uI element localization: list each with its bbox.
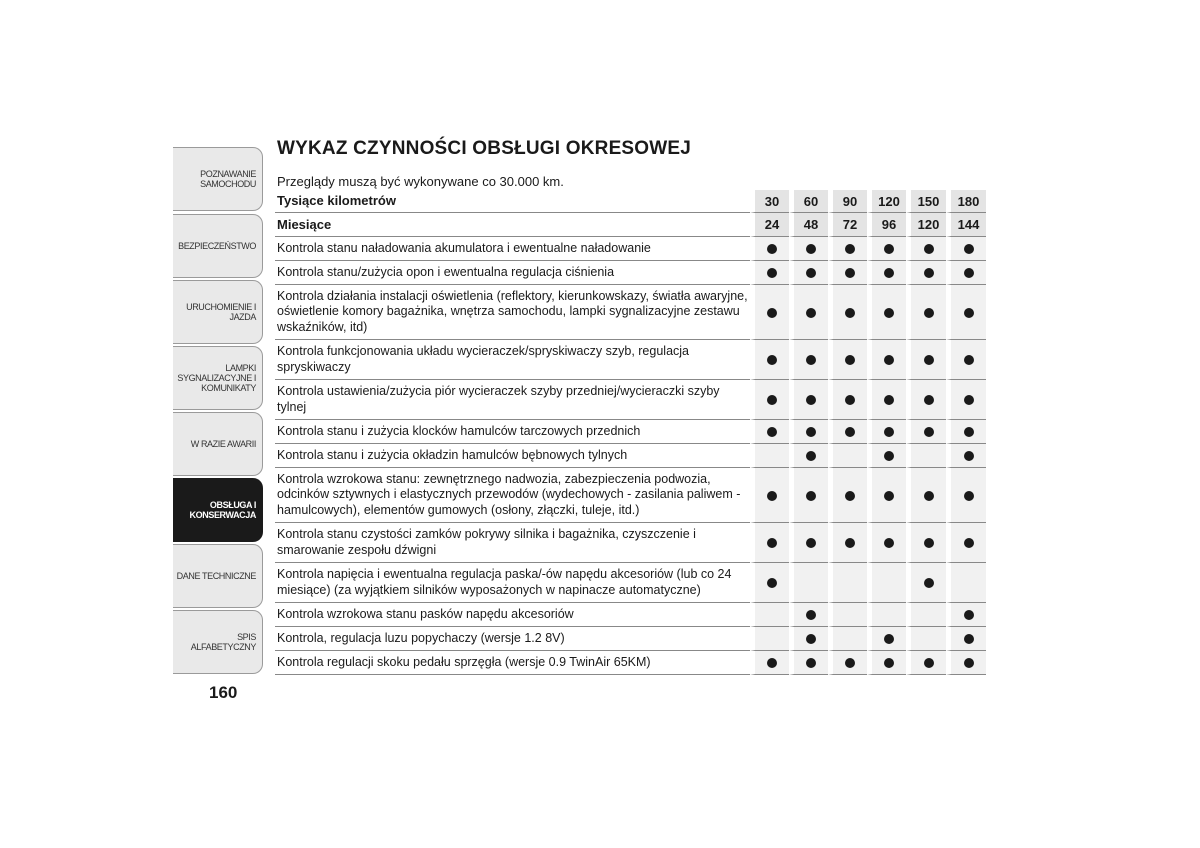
bullet-icon — [806, 658, 816, 668]
interval-cell — [750, 340, 789, 380]
bullet-icon — [964, 538, 974, 548]
bullet-icon — [806, 244, 816, 254]
bullet-icon — [767, 268, 777, 278]
interval-cell — [906, 603, 946, 627]
interval-cell — [789, 261, 828, 285]
bullet-icon — [964, 491, 974, 501]
interval-cell — [828, 444, 867, 468]
bullet-icon — [845, 491, 855, 501]
bullet-icon — [767, 427, 777, 437]
sidebar-tab-label: BEZPIECZEŃSTWO — [178, 241, 256, 251]
interval-cell — [946, 627, 986, 651]
page-subtitle: Przeglądy muszą być wykonywane co 30.000 km. — [277, 174, 564, 189]
interval-cell — [789, 627, 828, 651]
table-row — [275, 563, 986, 603]
interval-cell — [750, 420, 789, 444]
interval-cell — [789, 563, 828, 603]
interval-cell — [828, 627, 867, 651]
interval-cell — [828, 603, 867, 627]
interval-cell — [946, 603, 986, 627]
bullet-icon — [964, 634, 974, 644]
bullet-icon — [964, 395, 974, 405]
interval-cell — [867, 380, 906, 420]
table-row — [275, 523, 986, 563]
table-row — [275, 627, 986, 651]
interval-cell — [946, 237, 986, 261]
task-description: Kontrola, regulacja luzu popychaczy (wersje 1.2 8V) — [275, 627, 750, 651]
interval-cell — [867, 523, 906, 563]
table-row — [275, 444, 986, 468]
bullet-icon — [924, 395, 934, 405]
bullet-icon — [884, 244, 894, 254]
months-header-row — [275, 213, 986, 237]
interval-cell — [789, 603, 828, 627]
km-header-row-value: 150 — [906, 190, 946, 213]
bullet-icon — [884, 427, 894, 437]
bullet-icon — [767, 395, 777, 405]
bullet-icon — [806, 427, 816, 437]
interval-cell — [789, 523, 828, 563]
bullet-icon — [806, 268, 816, 278]
bullet-icon — [767, 658, 777, 668]
interval-cell — [867, 340, 906, 380]
task-description: Kontrola stanu/zużycia opon i ewentualna regulacja ciśnienia — [275, 261, 750, 285]
interval-cell — [828, 380, 867, 420]
bullet-icon — [845, 308, 855, 318]
interval-cell — [789, 285, 828, 340]
interval-cell — [828, 563, 867, 603]
interval-cell — [789, 237, 828, 261]
interval-cell — [906, 627, 946, 651]
km-header-row — [275, 190, 986, 213]
interval-cell — [906, 444, 946, 468]
sidebar-tab-label: W RAZIE AWARII — [190, 439, 256, 449]
bullet-icon — [924, 658, 934, 668]
table-row — [275, 468, 986, 523]
table-row — [275, 420, 986, 444]
months-header-row-label: Miesiące — [275, 213, 750, 237]
interval-cell — [828, 285, 867, 340]
sidebar-tab[interactable] — [173, 280, 263, 344]
table-row — [275, 651, 986, 675]
interval-cell — [828, 237, 867, 261]
bullet-icon — [806, 491, 816, 501]
interval-cell — [828, 340, 867, 380]
km-header-row-value: 180 — [946, 190, 986, 213]
months-header-row-value: 120 — [906, 213, 946, 237]
months-header-row-value: 72 — [828, 213, 867, 237]
interval-cell — [867, 603, 906, 627]
months-header-row-value: 144 — [946, 213, 986, 237]
interval-cell — [750, 285, 789, 340]
bullet-icon — [924, 308, 934, 318]
sidebar-tab-label: LAMPKI SYGNALIZACYJNE I KOMUNIKATY — [177, 363, 256, 393]
task-description: Kontrola stanu i zużycia okładzin hamulców bębnowych tylnych — [275, 444, 750, 468]
task-description: Kontrola regulacji skoku pedału sprzęgła (wersje 0.9 TwinAir 65KM) — [275, 651, 750, 675]
page-number: 160 — [209, 683, 238, 702]
bullet-icon — [884, 268, 894, 278]
interval-cell — [750, 603, 789, 627]
bullet-icon — [845, 244, 855, 254]
interval-cell — [946, 285, 986, 340]
table-row — [275, 261, 986, 285]
interval-cell — [867, 285, 906, 340]
interval-cell — [946, 261, 986, 285]
interval-cell — [750, 380, 789, 420]
interval-cell — [867, 627, 906, 651]
km-header-row-value: 120 — [867, 190, 906, 213]
table-row — [275, 285, 986, 340]
task-description: Kontrola stanu naładowania akumulatora i ewentualne naładowanie — [275, 237, 750, 261]
interval-cell — [750, 627, 789, 651]
bullet-icon — [845, 268, 855, 278]
interval-cell — [828, 468, 867, 523]
sidebar-tab[interactable] — [173, 610, 263, 674]
task-description: Kontrola wzrokowa stanu: zewnętrznego nadwozia, zabezpieczenia podwozia, odcinków sztywnych i elastycznych przewodów (wydechowych - zasilania paliwem - hamulcowych), elementów gumowych (osłony, złączki, tuleje, itd.) — [275, 468, 750, 523]
bullet-icon — [964, 610, 974, 620]
interval-cell — [828, 651, 867, 675]
task-description: Kontrola działania instalacji oświetlenia (reflektory, kierunkowskazy, światła awaryjne, oświetlenie komory bagażnika, wnętrza samochodu, lampki sygnalizacyjne zestawu wskaźników, itd) — [275, 285, 750, 340]
interval-cell — [906, 237, 946, 261]
sidebar-tab-label: OBSŁUGA I KONSERWACJA — [189, 500, 256, 520]
bullet-icon — [924, 491, 934, 501]
bullet-icon — [884, 395, 894, 405]
km-header-row-label: Tysiące kilometrów — [275, 190, 750, 213]
bullet-icon — [767, 355, 777, 365]
bullet-icon — [845, 395, 855, 405]
task-description: Kontrola napięcia i ewentualna regulacja paska/-ów napędu akcesoriów (lub co 24 miesiące) (za wyjątkiem silników wyposażonych w napinacze automatyczne) — [275, 563, 750, 603]
interval-cell — [867, 444, 906, 468]
interval-cell — [828, 523, 867, 563]
sidebar-tab-label: DANE TECHNICZNE — [176, 571, 256, 581]
task-description: Kontrola funkcjonowania układu wycieraczek/spryskiwaczy szyb, regulacja spryskiwaczy — [275, 340, 750, 380]
interval-cell — [906, 523, 946, 563]
bullet-icon — [884, 355, 894, 365]
table-row — [275, 380, 986, 420]
interval-cell — [750, 237, 789, 261]
bullet-icon — [767, 578, 777, 588]
sidebar-tab-label: POZNAWANIE SAMOCHODU — [200, 169, 256, 189]
task-description: Kontrola stanu i zużycia klocków hamulców tarczowych przednich — [275, 420, 750, 444]
interval-cell — [906, 563, 946, 603]
km-header-row-value: 30 — [750, 190, 789, 213]
sidebar-tab[interactable] — [173, 147, 263, 211]
interval-cell — [906, 651, 946, 675]
bullet-icon — [884, 634, 894, 644]
interval-cell — [867, 651, 906, 675]
sidebar-tab-label: SPIS ALFABETYCZNY — [190, 632, 256, 652]
bullet-icon — [964, 244, 974, 254]
months-header-row-value: 24 — [750, 213, 789, 237]
interval-cell — [828, 420, 867, 444]
bullet-icon — [964, 355, 974, 365]
interval-cell — [828, 261, 867, 285]
bullet-icon — [845, 427, 855, 437]
interval-cell — [867, 261, 906, 285]
interval-cell — [867, 468, 906, 523]
bullet-icon — [806, 308, 816, 318]
bullet-icon — [845, 355, 855, 365]
interval-cell — [946, 340, 986, 380]
interval-cell — [946, 380, 986, 420]
bullet-icon — [845, 538, 855, 548]
interval-cell — [867, 563, 906, 603]
bullet-icon — [806, 610, 816, 620]
interval-cell — [750, 444, 789, 468]
bullet-icon — [924, 355, 934, 365]
sidebar-tab[interactable] — [173, 346, 263, 410]
interval-cell — [906, 468, 946, 523]
bullet-icon — [884, 538, 894, 548]
bullet-icon — [806, 355, 816, 365]
interval-cell — [906, 285, 946, 340]
bullet-icon — [964, 658, 974, 668]
interval-cell — [906, 340, 946, 380]
interval-cell — [789, 420, 828, 444]
bullet-icon — [884, 308, 894, 318]
maintenance-table — [275, 190, 986, 675]
interval-cell — [750, 261, 789, 285]
interval-cell — [867, 237, 906, 261]
bullet-icon — [964, 451, 974, 461]
sidebar-tab[interactable] — [173, 478, 263, 542]
interval-cell — [789, 651, 828, 675]
sidebar-tab[interactable] — [173, 214, 263, 278]
bullet-icon — [767, 308, 777, 318]
bullet-icon — [884, 451, 894, 461]
sidebar-tab-label: URUCHOMIENIE I JAZDA — [186, 302, 256, 322]
bullet-icon — [924, 268, 934, 278]
interval-cell — [789, 340, 828, 380]
interval-cell — [750, 523, 789, 563]
interval-cell — [946, 444, 986, 468]
months-header-row-value: 48 — [789, 213, 828, 237]
task-description: Kontrola stanu czystości zamków pokrywy silnika i bagażnika, czyszczenie i smarowanie zespołu dźwigni — [275, 523, 750, 563]
interval-cell — [906, 261, 946, 285]
bullet-icon — [845, 658, 855, 668]
bullet-icon — [806, 634, 816, 644]
interval-cell — [750, 563, 789, 603]
interval-cell — [946, 523, 986, 563]
interval-cell — [867, 420, 906, 444]
months-header-row-value: 96 — [867, 213, 906, 237]
bullet-icon — [884, 491, 894, 501]
bullet-icon — [964, 308, 974, 318]
task-description: Kontrola ustawienia/zużycia piór wycieraczek szyby przedniej/wycieraczki szyby tylnej — [275, 380, 750, 420]
bullet-icon — [806, 451, 816, 461]
km-header-row-value: 60 — [789, 190, 828, 213]
bullet-icon — [767, 538, 777, 548]
bullet-icon — [924, 538, 934, 548]
interval-cell — [906, 380, 946, 420]
interval-cell — [789, 380, 828, 420]
table-row — [275, 603, 986, 627]
interval-cell — [946, 468, 986, 523]
bullet-icon — [964, 268, 974, 278]
interval-cell — [750, 468, 789, 523]
task-description: Kontrola wzrokowa stanu pasków napędu akcesoriów — [275, 603, 750, 627]
table-row — [275, 340, 986, 380]
sidebar-tab[interactable] — [173, 412, 263, 476]
interval-cell — [750, 651, 789, 675]
bullet-icon — [884, 658, 894, 668]
sidebar-tab[interactable] — [173, 544, 263, 608]
km-header-row-value: 90 — [828, 190, 867, 213]
interval-cell — [906, 420, 946, 444]
interval-cell — [789, 468, 828, 523]
bullet-icon — [806, 538, 816, 548]
bullet-icon — [806, 395, 816, 405]
interval-cell — [946, 563, 986, 603]
bullet-icon — [924, 244, 934, 254]
bullet-icon — [924, 427, 934, 437]
interval-cell — [946, 651, 986, 675]
bullet-icon — [924, 578, 934, 588]
page-title: WYKAZ CZYNNOŚCI OBSŁUGI OKRESOWEJ — [277, 138, 692, 159]
bullet-icon — [767, 244, 777, 254]
table-row — [275, 237, 986, 261]
interval-cell — [946, 420, 986, 444]
interval-cell — [789, 444, 828, 468]
bullet-icon — [767, 491, 777, 501]
bullet-icon — [964, 427, 974, 437]
